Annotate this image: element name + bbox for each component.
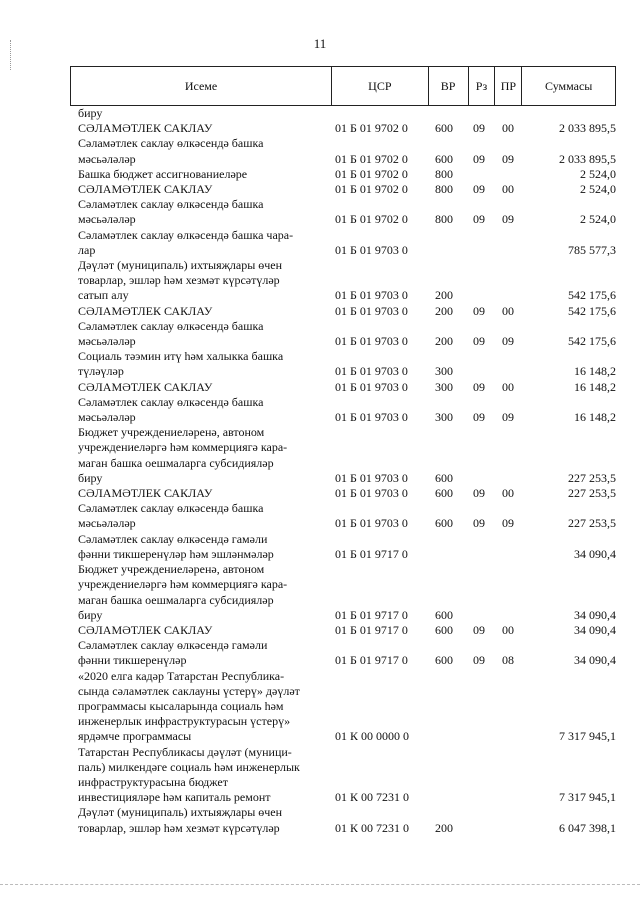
row-pr: 00 — [502, 379, 514, 394]
table-row — [78, 486, 616, 501]
row-name — [78, 228, 332, 258]
table-body — [78, 106, 616, 836]
row-csr: 01 Б 01 9702 0 — [335, 121, 408, 136]
row-name — [78, 395, 332, 425]
row-name-line: инженерлык инфраструктурасын үстерү» — [78, 714, 291, 729]
row-name-line: мәсьәләләр — [78, 410, 136, 425]
row-vr: 800 — [435, 166, 453, 181]
header-csr: ЦСР — [332, 67, 429, 105]
row-rz: 09 — [473, 121, 485, 136]
row-name-line: инвестицияләре һәм капиталь ремонт — [78, 790, 271, 805]
row-vr: 300 — [435, 379, 453, 394]
row-name — [78, 623, 332, 638]
row-csr: 01 Б 01 9703 0 — [335, 486, 408, 501]
table-header — [70, 66, 616, 106]
row-csr: 01 Б 01 9717 0 — [335, 653, 408, 668]
table-row — [78, 562, 616, 623]
row-csr: 01 Б 01 9703 0 — [335, 470, 408, 485]
row-name — [78, 745, 332, 806]
table-row — [78, 349, 616, 379]
row-name-line: СӘЛАМӘТЛЕК САКЛАУ — [78, 486, 213, 501]
row-csr: 01 Б 01 9717 0 — [335, 546, 408, 561]
row-name-line: Сәламәтлек саклау өлкәсендә башка — [78, 394, 264, 409]
row-name-line: СӘЛАМӘТЛЕК САКЛАУ — [78, 379, 213, 394]
row-sum: 227 253,5 — [568, 470, 616, 485]
row-name — [78, 197, 332, 227]
row-sum: 227 253,5 — [568, 516, 616, 531]
row-name-line: биру — [78, 470, 103, 485]
row-name-line: Сәламәтлек саклау өлкәсендә башка — [78, 318, 264, 333]
table-row — [78, 304, 616, 319]
row-name — [78, 182, 332, 197]
row-name — [78, 121, 332, 136]
row-name-line: программасы кысаларында социаль һәм — [78, 698, 284, 713]
row-sum: 34 090,4 — [574, 622, 616, 637]
row-name — [78, 319, 332, 349]
table-row — [78, 380, 616, 395]
row-sum: 227 253,5 — [568, 486, 616, 501]
row-name-line: учреждениеләргә һәм коммерциягә кара- — [78, 577, 288, 592]
table-row — [78, 182, 616, 197]
row-sum: 2 033 895,5 — [559, 151, 616, 166]
row-name — [78, 106, 332, 121]
row-name-line: фәнни тикшеренүләр һәм эшләнмәләр — [78, 546, 274, 561]
row-vr: 600 — [435, 151, 453, 166]
row-sum: 2 524,0 — [580, 166, 616, 181]
row-name-line: фәнни тикшеренүләр — [78, 653, 187, 668]
row-name-line: Сәламәтлек саклау өлкәсендә башка чара- — [78, 227, 294, 242]
row-name-line: сатып алу — [78, 288, 129, 303]
row-sum: 542 175,6 — [568, 334, 616, 349]
row-csr: 01 Б 01 9702 0 — [335, 182, 408, 197]
row-sum: 7 317 945,1 — [559, 729, 616, 744]
row-name-line: СӘЛАМӘТЛЕК САКЛАУ — [78, 182, 213, 197]
table-row — [78, 425, 616, 486]
row-vr: 800 — [435, 212, 453, 227]
row-name — [78, 532, 332, 562]
row-name — [78, 304, 332, 319]
header-name: Исеме — [71, 67, 332, 105]
table-row — [78, 532, 616, 562]
row-name — [78, 805, 332, 835]
row-csr: 01 К 00 7231 0 — [335, 820, 410, 835]
row-name-line: Сәламәтлек саклау өлкәсендә башка — [78, 197, 264, 212]
row-sum: 16 148,2 — [574, 410, 616, 425]
row-name-line: маган башка оешмаларга субсидияләр — [78, 455, 274, 470]
row-name-line: паль) милкендәге социаль һәм инженерлык — [78, 759, 300, 774]
row-sum: 16 148,2 — [574, 379, 616, 394]
page-bottom-edge — [0, 884, 640, 885]
row-vr: 600 — [435, 486, 453, 501]
row-sum: 7 317 945,1 — [559, 790, 616, 805]
row-name-line: Башка бюджет ассигнованиеләре — [78, 166, 248, 181]
row-csr: 01 Б 01 9703 0 — [335, 303, 408, 318]
row-vr: 800 — [435, 182, 453, 197]
row-sum: 2 524,0 — [580, 182, 616, 197]
row-name-line: лар — [78, 242, 96, 257]
table-row — [78, 136, 616, 166]
row-rz: 09 — [473, 379, 485, 394]
row-name-line: Сәламәтлек саклау өлкәсендә башка — [78, 501, 264, 516]
row-name-line: ярдәмче программасы — [78, 729, 192, 744]
row-csr: 01 Б 01 9702 0 — [335, 151, 408, 166]
row-name-line: Сәламәтлек саклау өлкәсендә гамәли — [78, 638, 268, 653]
row-pr: 00 — [502, 121, 514, 136]
row-name — [78, 486, 332, 501]
row-pr: 09 — [502, 334, 514, 349]
row-vr: 200 — [435, 303, 453, 318]
row-csr: 01 Б 01 9703 0 — [335, 288, 408, 303]
row-vr: 200 — [435, 820, 453, 835]
row-sum: 16 148,2 — [574, 364, 616, 379]
row-pr: 09 — [502, 516, 514, 531]
row-name-line: сында сәламәтлек саклауны үстерү» дәүләт — [78, 683, 300, 698]
header-rz: Рз — [469, 67, 496, 105]
row-sum: 34 090,4 — [574, 607, 616, 622]
row-name-line: СӘЛАМӘТЛЕК САКЛАУ — [78, 622, 213, 637]
row-rz: 09 — [473, 212, 485, 227]
row-vr: 600 — [435, 622, 453, 637]
row-name-line: Сәламәтлек саклау өлкәсендә гамәли — [78, 531, 268, 546]
row-rz: 09 — [473, 622, 485, 637]
row-name-line: биру — [78, 607, 103, 622]
row-name — [78, 501, 332, 531]
row-rz: 09 — [473, 334, 485, 349]
row-rz: 09 — [473, 151, 485, 166]
row-sum: 6 047 398,1 — [559, 820, 616, 835]
row-name-line: биру — [78, 106, 103, 120]
table-row — [78, 669, 616, 745]
row-name-line: түләүләр — [78, 364, 124, 379]
row-name — [78, 669, 332, 745]
row-vr: 200 — [435, 334, 453, 349]
row-pr: 00 — [502, 303, 514, 318]
table-row — [78, 197, 616, 227]
row-name — [78, 349, 332, 379]
row-pr: 00 — [502, 486, 514, 501]
row-name-line: Дәүләт (муниципаль) ихтыяҗлары өчен — [78, 805, 283, 820]
header-sum: Суммасы — [544, 78, 593, 93]
row-name-line: маган башка оешмаларга субсидияләр — [78, 592, 274, 607]
row-name-line: Социаль тәэмин итү һәм халыкка башка — [78, 349, 284, 364]
row-sum: 2 524,0 — [580, 212, 616, 227]
table-row — [78, 319, 616, 349]
row-csr: 01 К 00 0000 0 — [335, 729, 410, 744]
row-name — [78, 258, 332, 304]
row-pr: 00 — [502, 622, 514, 637]
row-name-line: мәсьәләләр — [78, 516, 136, 531]
row-name — [78, 380, 332, 395]
row-vr: 300 — [435, 364, 453, 379]
row-csr: 01 Б 01 9703 0 — [335, 364, 408, 379]
row-csr: 01 Б 01 9703 0 — [335, 410, 408, 425]
row-name — [78, 638, 332, 668]
table-row — [78, 638, 616, 668]
row-sum: 34 090,4 — [574, 546, 616, 561]
row-name-line: мәсьәләләр — [78, 334, 136, 349]
table-row — [78, 805, 616, 835]
row-vr: 200 — [435, 288, 453, 303]
row-vr: 600 — [435, 470, 453, 485]
row-rz: 09 — [473, 516, 485, 531]
row-vr: 600 — [435, 516, 453, 531]
row-name-line: Дәүләт (муниципаль) ихтыяҗлары өчен — [78, 258, 283, 273]
row-vr: 300 — [435, 410, 453, 425]
row-pr: 00 — [502, 182, 514, 197]
row-name-line: «2020 елга кадәр Татарстан Республика- — [78, 668, 285, 683]
row-vr: 600 — [435, 653, 453, 668]
table-row — [78, 228, 616, 258]
row-rz: 09 — [473, 653, 485, 668]
row-csr: 01 Б 01 9703 0 — [335, 516, 408, 531]
header-vr: ВР — [429, 67, 469, 105]
row-name-line: СӘЛАМӘТЛЕК САКЛАУ — [78, 303, 213, 318]
row-name — [78, 425, 332, 486]
row-sum: 542 175,6 — [568, 303, 616, 318]
row-csr: 01 Б 01 9717 0 — [335, 607, 408, 622]
table-row — [78, 623, 616, 638]
row-name-line: товарлар, эшләр һәм хезмәт күрсәтүләр — [78, 273, 280, 288]
row-csr: 01 Б 01 9703 0 — [335, 334, 408, 349]
row-csr: 01 Б 01 9702 0 — [335, 166, 408, 181]
row-csr: 01 К 00 7231 0 — [335, 790, 410, 805]
row-name-line: учреждениеләргә һәм коммерциягә кара- — [78, 440, 288, 455]
row-name — [78, 167, 332, 182]
row-csr: 01 Б 01 9702 0 — [335, 212, 408, 227]
row-vr: 600 — [435, 121, 453, 136]
table-row — [78, 395, 616, 425]
page-number: 11 — [313, 36, 327, 51]
row-name-line: Бюджет учреждениеләренә, автоном — [78, 562, 265, 577]
row-pr: 09 — [502, 212, 514, 227]
row-name-line: инфраструктурасына бюджет — [78, 774, 228, 789]
row-rz: 09 — [473, 486, 485, 501]
row-name-line: Бюджет учреждениеләренә, автоном — [78, 425, 265, 440]
row-csr: 01 Б 01 9703 0 — [335, 379, 408, 394]
row-pr: 09 — [502, 151, 514, 166]
row-rz: 09 — [473, 410, 485, 425]
row-name-line: СӘЛАМӘТЛЕК САКЛАУ — [78, 121, 213, 136]
row-name-line: Сәламәтлек саклау өлкәсендә башка — [78, 136, 264, 151]
row-name-line: мәсьәләләр — [78, 151, 136, 166]
row-pr: 08 — [502, 653, 514, 668]
row-sum: 2 033 895,5 — [559, 121, 616, 136]
table-row — [78, 106, 616, 121]
row-vr: 600 — [435, 607, 453, 622]
row-name-line: мәсьәләләр — [78, 212, 136, 227]
row-name-line: Татарстан Республикасы дәүләт (муници- — [78, 744, 292, 759]
table-row — [78, 745, 616, 806]
table-row — [78, 121, 616, 136]
row-sum: 785 577,3 — [568, 242, 616, 257]
row-rz: 09 — [473, 303, 485, 318]
row-pr: 09 — [502, 410, 514, 425]
table-row — [78, 501, 616, 531]
row-rz: 09 — [473, 182, 485, 197]
header-pr: ПР — [495, 67, 522, 105]
row-csr: 01 Б 01 9717 0 — [335, 622, 408, 637]
row-sum: 542 175,6 — [568, 288, 616, 303]
row-name — [78, 562, 332, 623]
row-sum: 34 090,4 — [574, 653, 616, 668]
row-csr: 01 Б 01 9703 0 — [335, 242, 408, 257]
row-name — [78, 136, 332, 166]
row-name-line: товарлар, эшләр һәм хезмәт күрсәтүләр — [78, 820, 280, 835]
table-row — [78, 167, 616, 182]
table-row — [78, 258, 616, 304]
